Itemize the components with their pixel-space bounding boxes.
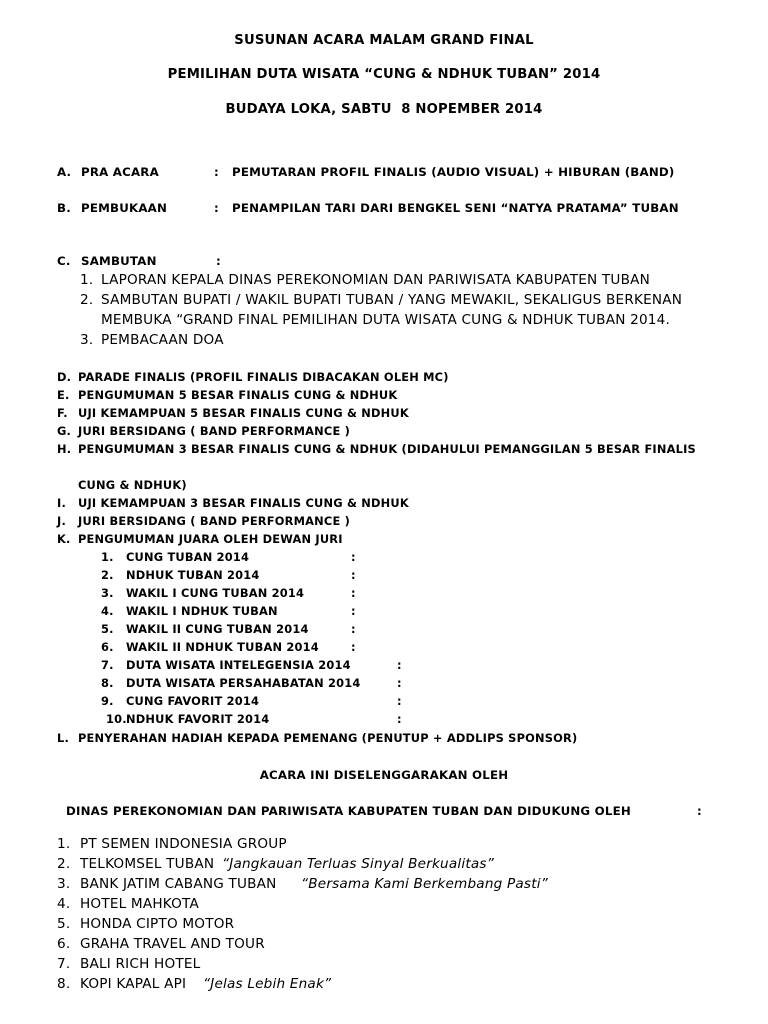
- winner-num: 4.: [101, 604, 114, 618]
- organizer-line: DINAS PEREKONOMIAN DAN PARIWISATA KABUPATEN TUBAN DAN DIDUKUNG OLEH: [66, 804, 631, 818]
- agenda-letter: F.: [57, 406, 68, 420]
- sambutan-item-text: SAMBUTAN BUPATI / WAKIL BUPATI TUBAN / YANG MEWAKIL, SEKALIGUS BERKENAN: [101, 292, 683, 308]
- winner-num: 2.: [101, 568, 114, 582]
- agenda-text: PENGUMUMAN JUARA OLEH DEWAN JURI: [78, 532, 343, 546]
- winner-colon: :: [351, 622, 356, 636]
- winner-title: WAKIL I NDHUK TUBAN: [126, 604, 278, 618]
- section-a-letter: A.: [57, 165, 72, 179]
- sponsor-name: KOPI KAPAL API: [80, 976, 187, 992]
- winner-num: 3.: [101, 586, 114, 600]
- winner-colon: :: [351, 604, 356, 618]
- winner-num: 1.: [101, 550, 114, 564]
- agenda-letter: J.: [57, 514, 66, 528]
- doc-venue-date: BUDAYA LOKA, SABTU 8 NOPEMBER 2014: [225, 102, 543, 117]
- agenda-text: PENGUMUMAN 5 BESAR FINALIS CUNG & NDHUK: [78, 388, 398, 402]
- winner-title: CUNG TUBAN 2014: [126, 550, 250, 564]
- winner-num: 10.: [106, 712, 127, 726]
- winner-num: 7.: [101, 658, 114, 672]
- sponsor-tagline: “Bersama Kami Berkembang Pasti”: [301, 876, 548, 892]
- sponsor-name: HOTEL MAHKOTA: [80, 896, 199, 912]
- winner-title: DUTA WISATA PERSAHABATAN 2014: [126, 676, 361, 690]
- winner-colon: :: [397, 712, 402, 726]
- section-c-letter: C.: [57, 254, 71, 268]
- winner-colon: :: [351, 568, 356, 582]
- agenda-letter: I.: [57, 496, 66, 510]
- agenda-letter: G.: [57, 424, 72, 438]
- section-a-colon: :: [214, 165, 219, 179]
- sponsor-name: BALI RICH HOTEL: [80, 956, 201, 972]
- sponsor-num: 5.: [57, 916, 71, 932]
- sambutan-item-continuation: MEMBUKA “GRAND FINAL PEMILIHAN DUTA WISATA CUNG & NDHUK TUBAN 2014.: [101, 312, 671, 328]
- winner-num: 5.: [101, 622, 114, 636]
- sambutan-item-num: 3.: [80, 332, 94, 348]
- section-b-colon: :: [214, 201, 219, 215]
- winner-colon: :: [351, 550, 356, 564]
- agenda-text: PARADE FINALIS (PROFIL FINALIS DIBACAKAN OLEH MC): [78, 370, 449, 384]
- sponsor-name: TELKOMSEL TUBAN: [80, 856, 215, 872]
- sambutan-item-num: 1.: [80, 272, 94, 288]
- winner-title: NDHUK TUBAN 2014: [126, 568, 260, 582]
- agenda-text: PENGUMUMAN 3 BESAR FINALIS CUNG & NDHUK (DIDAHULUI PEMANGGILAN 5 BESAR FINALIS: [78, 442, 696, 456]
- winner-title: CUNG FAVORIT 2014: [126, 694, 260, 708]
- winner-num: 6.: [101, 640, 114, 654]
- organizer-colon: :: [697, 804, 702, 818]
- sponsor-name: BANK JATIM CABANG TUBAN: [80, 876, 277, 892]
- sponsor-num: 7.: [57, 956, 71, 972]
- agenda-letter: H.: [57, 442, 72, 456]
- winner-num: 9.: [101, 694, 114, 708]
- agenda-text: JURI BERSIDANG ( BAND PERFORMANCE ): [78, 424, 351, 438]
- sponsor-num: 1.: [57, 836, 71, 852]
- sponsor-num: 6.: [57, 936, 71, 952]
- doc-subtitle: PEMILIHAN DUTA WISATA “CUNG & NDHUK TUBAN” 2014: [167, 67, 601, 82]
- section-a-text: PEMUTARAN PROFIL FINALIS (AUDIO VISUAL) + HIBURAN (BAND): [232, 165, 675, 179]
- organizer-title: ACARA INI DISELENGGARAKAN OLEH: [259, 768, 509, 782]
- section-c-colon: :: [216, 254, 221, 268]
- agenda-letter: K.: [57, 532, 71, 546]
- sponsor-name: PT SEMEN INDONESIA GROUP: [80, 836, 287, 852]
- sambutan-item-text: PEMBACAAN DOA: [101, 332, 224, 348]
- section-b-label: PEMBUKAAN: [81, 201, 168, 215]
- winner-title: DUTA WISATA INTELEGENSIA 2014: [126, 658, 351, 672]
- winner-title: WAKIL I CUNG TUBAN 2014: [126, 586, 305, 600]
- sponsor-num: 4.: [57, 896, 71, 912]
- doc-title: SUSUNAN ACARA MALAM GRAND FINAL: [234, 33, 534, 48]
- sambutan-item-num: 2.: [80, 292, 94, 308]
- sponsor-name: GRAHA TRAVEL AND TOUR: [80, 936, 265, 952]
- section-c-label: SAMBUTAN: [81, 254, 157, 268]
- agenda-continuation: CUNG & NDHUK): [78, 478, 187, 492]
- section-b-text: PENAMPILAN TARI DARI BENGKEL SENI “NATYA PRATAMA” TUBAN: [232, 201, 679, 215]
- winner-colon: :: [397, 676, 402, 690]
- section-l-text: PENYERAHAN HADIAH KEPADA PEMENANG (PENUTUP + ADDLIPS SPONSOR): [78, 731, 578, 745]
- sponsor-tagline: “Jangkauan Terluas Sinyal Berkualitas”: [222, 856, 494, 872]
- agenda-letter: E.: [57, 388, 70, 402]
- sponsor-num: 3.: [57, 876, 71, 892]
- sponsor-name: HONDA CIPTO MOTOR: [80, 916, 235, 932]
- section-b-letter: B.: [57, 201, 71, 215]
- winner-title: WAKIL II CUNG TUBAN 2014: [126, 622, 309, 636]
- agenda-text: JURI BERSIDANG ( BAND PERFORMANCE ): [78, 514, 351, 528]
- winner-num: 8.: [101, 676, 114, 690]
- agenda-letter: D.: [57, 370, 72, 384]
- agenda-text: UJI KEMAMPUAN 5 BESAR FINALIS CUNG & NDHUK: [78, 406, 409, 420]
- winner-colon: :: [397, 694, 402, 708]
- winner-title: WAKIL II NDHUK TUBAN 2014: [126, 640, 319, 654]
- winner-colon: :: [351, 640, 356, 654]
- winner-title: NDHUK FAVORIT 2014: [126, 712, 270, 726]
- agenda-text: UJI KEMAMPUAN 3 BESAR FINALIS CUNG & NDHUK: [78, 496, 409, 510]
- section-l-letter: L.: [57, 731, 69, 745]
- sponsor-tagline: “Jelas Lebih Enak”: [203, 976, 332, 992]
- winner-colon: :: [351, 586, 356, 600]
- section-a-label: PRA ACARA: [81, 165, 159, 179]
- sponsor-num: 8.: [57, 976, 71, 992]
- sponsor-num: 2.: [57, 856, 71, 872]
- sambutan-item-text: LAPORAN KEPALA DINAS PEREKONOMIAN DAN PARIWISATA KABUPATEN TUBAN: [101, 272, 650, 288]
- winner-colon: :: [397, 658, 402, 672]
